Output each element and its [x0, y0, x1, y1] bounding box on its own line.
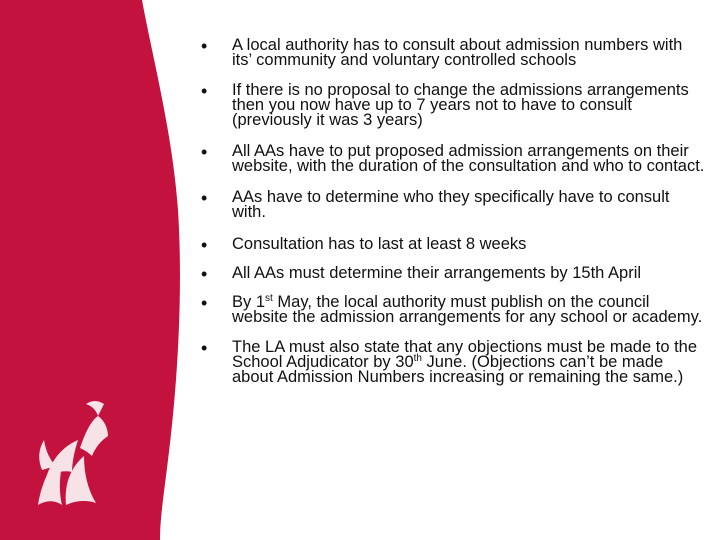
bullet-dot-icon: •	[201, 36, 208, 56]
bullet-dot-icon: •	[201, 188, 208, 208]
bullet-dot-icon: •	[201, 293, 208, 313]
bullet-dot-icon: •	[201, 235, 208, 255]
bullet-dot-icon: •	[201, 338, 208, 358]
bullet-text: Consultation has to last at least 8 weeks	[232, 235, 527, 253]
bullet-text-end: June. (Objections can’t be made about Admission Numbers increasing or remaining the same.)	[232, 353, 684, 386]
bullet-dot-icon: •	[201, 264, 208, 284]
bullet-item	[200, 38, 705, 68]
bullet-text: All AAs must determine their arrangements by 15th April	[232, 264, 642, 282]
bullet-text-end: May, the local authority must publish on the council website the admission arrangements for any school or academy.	[232, 293, 703, 326]
bullet-text-start: The LA must also state that any objections must be made to the School Adjudicator by 30	[232, 338, 698, 371]
bullet-text-start: By 1	[232, 293, 266, 311]
bullet-item	[200, 190, 705, 220]
bullet-item	[200, 83, 705, 128]
ordinal-suffix: th	[413, 353, 422, 364]
bullet-text: If there is no proposal to change the admissions arrangements then you now have up to 7 years not to have to consult (previously it was 3 years)	[232, 81, 689, 129]
bullet-dot-icon: •	[201, 142, 208, 162]
bullet-item	[200, 295, 705, 325]
bullet-dot-icon: •	[201, 81, 208, 101]
bullet-text: A local authority has to consult about admission numbers with its’ community and voluntary controlled schools	[232, 36, 683, 69]
ordinal-suffix: st	[265, 293, 273, 304]
bullet-text: All AAs have to put proposed admission arrangements on their website, with the duration of the consultation and who to contact.	[232, 142, 705, 175]
bullet-item	[200, 235, 705, 255]
bullet-item	[200, 144, 705, 174]
bullet-list	[200, 38, 705, 385]
bullet-item	[200, 340, 705, 385]
bullet-text: AAs have to determine who they specifically have to consult with.	[232, 188, 670, 221]
bullet-item	[200, 264, 705, 284]
